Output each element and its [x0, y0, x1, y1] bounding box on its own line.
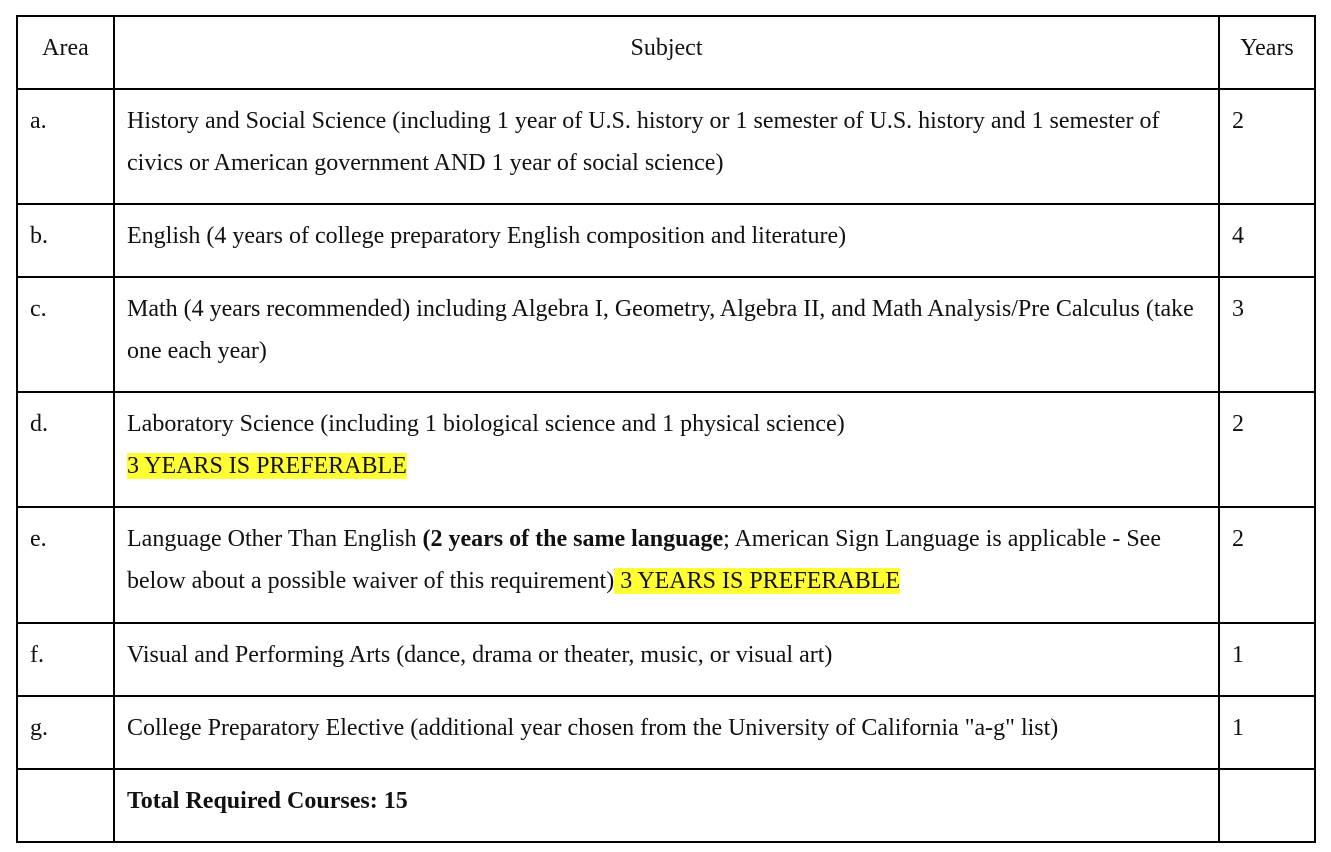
area-cell: f. [17, 623, 114, 696]
years-cell: 1 [1219, 623, 1315, 696]
table-row [17, 89, 1315, 204]
years-cell: 2 [1219, 392, 1315, 507]
area-cell: g. [17, 696, 114, 769]
subject-cell: Visual and Performing Arts (dance, drama or theater, music, or visual art) [114, 623, 1219, 696]
preferable-highlight: 3 YEARS IS PREFERABLE [127, 453, 407, 479]
area-cell: a. [17, 89, 114, 204]
preferable-highlight: 3 YEARS IS PREFERABLE [614, 568, 901, 594]
table-row [17, 204, 1315, 277]
total-cell [114, 769, 1219, 842]
years-cell: 4 [1219, 204, 1315, 277]
years-cell-empty [1219, 769, 1315, 842]
subject-cell [114, 392, 1219, 507]
area-cell: c. [17, 277, 114, 392]
table-row [17, 696, 1315, 769]
area-cell: d. [17, 392, 114, 507]
header-years: Years [1219, 16, 1315, 89]
years-cell: 1 [1219, 696, 1315, 769]
header-area: Area [17, 16, 114, 89]
area-cell: b. [17, 204, 114, 277]
area-cell-empty [17, 769, 114, 842]
table-header-row [17, 16, 1315, 89]
subject-cell: English (4 years of college preparatory English composition and literature) [114, 204, 1219, 277]
years-cell: 2 [1219, 507, 1315, 623]
subject-cell [114, 507, 1219, 623]
years-cell: 3 [1219, 277, 1315, 392]
subject-cell: Math (4 years recommended) including Algebra I, Geometry, Algebra II, and Math Analysis/Pre Calculus (take one each year) [114, 277, 1219, 392]
subject-text: Language Other Than English [127, 526, 423, 552]
years-cell: 2 [1219, 89, 1315, 204]
header-subject: Subject [114, 16, 1219, 89]
table-row [17, 507, 1315, 623]
table-row [17, 392, 1315, 507]
total-row [17, 769, 1315, 842]
subject-bold-text: (2 years of the same language [422, 526, 724, 552]
table-row [17, 277, 1315, 392]
requirements-table [16, 15, 1316, 843]
area-cell: e. [17, 507, 114, 623]
subject-cell: History and Social Science (including 1 year of U.S. history or 1 semester of U.S. history and 1 semester of civics or American government AND 1 year of social science) [114, 89, 1219, 204]
subject-cell: College Preparatory Elective (additional year chosen from the University of California "a-g" list) [114, 696, 1219, 769]
subject-text-cont: ; American Sign Language is applicable - See below about a possible waiver of this requirement) [127, 526, 1161, 594]
total-label: Total Required Courses: 15 [127, 788, 408, 814]
subject-text: Laboratory Science (including 1 biological science and 1 physical science) [127, 411, 845, 437]
table-row [17, 623, 1315, 696]
